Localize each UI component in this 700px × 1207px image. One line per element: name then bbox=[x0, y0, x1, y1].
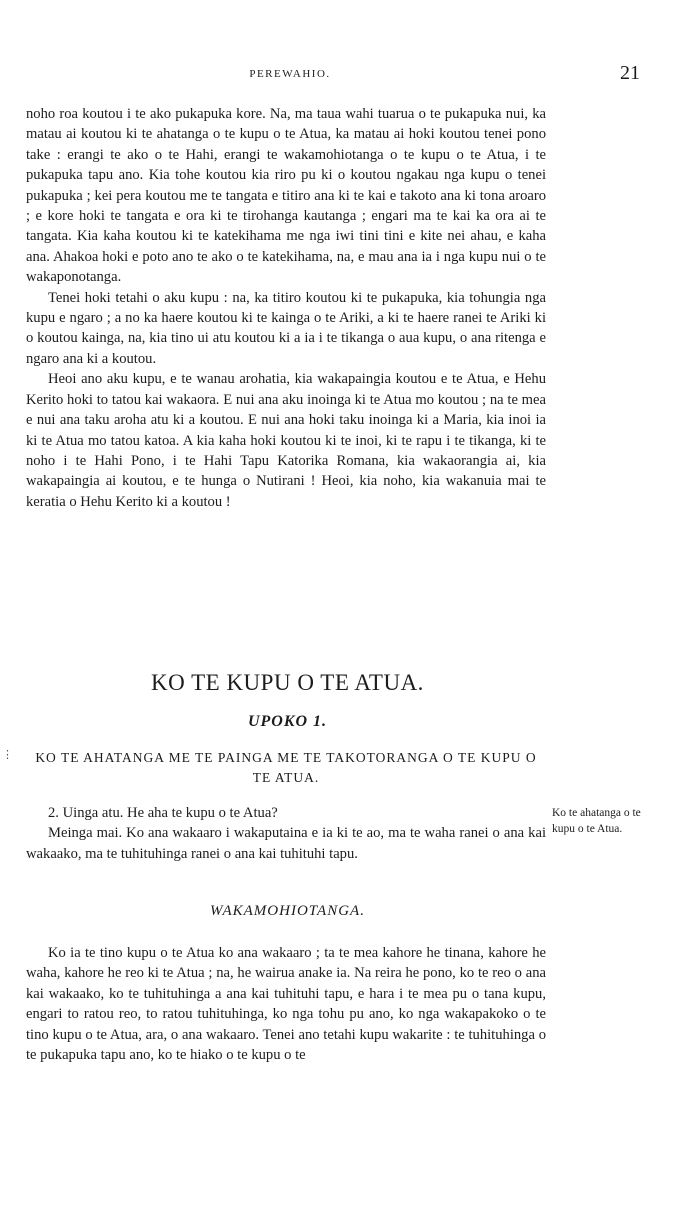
question-text: 2. Uinga atu. He aha te kupu o te Atua? bbox=[48, 805, 278, 821]
intro-paragraph: Heoi ano aku kupu, e te wanau arohatia, kia wakapaingia koutou e te Atua, e Hehu Kerito hoki to tatou kai wakaora. E nui ana aku inoinga ki te Atua mo koutou ; na te mea e nui ana taku aroha atu ki a koutou. E nui ana hoki taku inoinga ki a Maria, kia inoi ia ki te Atua mo tatou katoa. A kia kaha hoki koutou ki te inoi, ki te rapu i te tikanga, ki te noho i te Hahi Pono, i te Hahi Tapu Katorika Romana, kia wakaorangia ai, kia wakapaingia ai koutou, e te hunga o Nutirani ! Heoi, kia noho, kia wakanuia mai te keratia o Hehu Kerito ki a koutou ! bbox=[26, 371, 546, 510]
explanation-block bbox=[26, 943, 546, 1065]
chapter-subtitle: UPOKO 1. bbox=[247, 713, 328, 730]
page-number: 21 bbox=[620, 62, 640, 84]
page-edge-mark: ⋮ bbox=[2, 749, 13, 761]
chapter-title: KO TE KUPU O TE ATUA. bbox=[151, 670, 424, 695]
margin-note: Ko te ahatanga o te kupu o te Atua. bbox=[552, 807, 641, 835]
question-block bbox=[26, 803, 546, 864]
explanation-text: Ko ia te tino kupu o te Atua ko ana wakaaro ; ta te mea kahore he tinana, kahore he waha, kahore he reo ki te Atua ; na, he wairua anake ia. Na reira he pono, ko te reo o ana kai wakaako, ko te tuhituhinga a ana kai tuhituhi tapu, e hara i te mea pu o tana kupu, engari to ratou reo, to ratou tuhituhinga, ko nga tohu pu ano, ko nga wakapakoko o te tino kupu o te Atua, ara, o ana wakaaro. Tenei ano tetahi kupu wakarite : te tuhituhinga o te pukapuka tapu ano, ko te hiako o te kupu o te bbox=[26, 945, 546, 1064]
section-heading: KO TE AHATANGA ME TE PAINGA ME TE TAKOTORANGA O TE KUPU O TE ATUA. bbox=[35, 750, 537, 786]
explanation-heading: WAKAMOHIOTANGA. bbox=[210, 903, 365, 919]
running-title: PEREWAHIO. bbox=[249, 68, 331, 80]
intro-text bbox=[26, 104, 546, 512]
answer-text: Meinga mai. Ko ana wakaaro i wakaputaina e ia ki te ao, ma te waha ranei o ana kai wakaako, ma te tuhituhinga ranei o ana kai tuhituhi tapu. bbox=[26, 825, 546, 862]
intro-paragraph: noho roa koutou i te ako pukapuka kore. Na, ma taua wahi tuarua o te pukapuka nui, ka matau ai koutou ki te ahatanga o te kupu o te Atua, ka matau ai hoki koutou tenei pono take : erangi te ako o te Hahi, erangi te wakamohiotanga o te kupu o te Atua, i te pukapuka tapu ano. Kia tohe koutou kia riro pu ki o koutou ngakau nga kupu o tenei pukapuka ; kei pera koutou me te tangata e titiro ana ki te kai e takoto ana ki tona aroaro ; e kore hoki te tangata e ora ki te tirohanga kautanga ; engari ma te kai ka ora ai te tangata. Kia kaha koutou ki te katekihama me nga iwi tini tini e kite nei ahau, e kaha ana. Ahakoa hoki e poto ano te ako o te katekihama, na, e mau ana ia i nga kupu nui o te wakaponotanga. bbox=[26, 106, 546, 286]
intro-paragraph: Tenei hoki tetahi o aku kupu : na, ka titiro koutou ki te pukapuka, kia tohungia nga kupu e ngaro ; a no ka haere koutou ki te kainga o te Ariki, a ki te haere ranei te Ariki ki o koutou kainga, na, kia tino ui atu koutou ki a ia i te tikanga o aua kupu, o ana ritenga e ngaro ana ki a koutou. bbox=[26, 289, 546, 367]
